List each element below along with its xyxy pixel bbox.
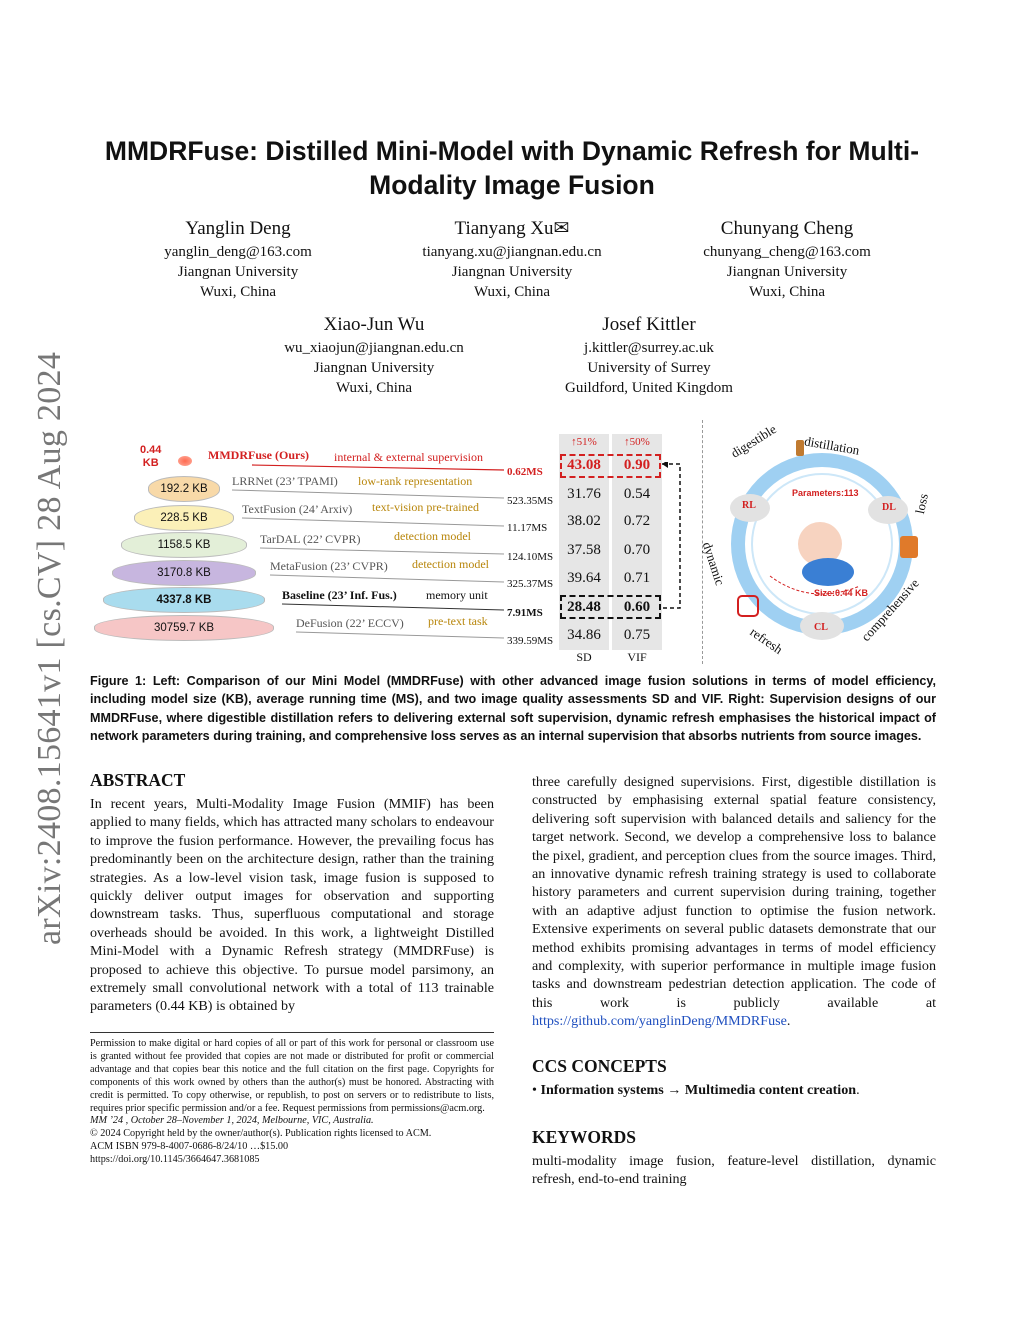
runtime: 339.59MS xyxy=(507,635,554,647)
runtime: 124.10MS xyxy=(507,551,554,563)
model-note: pre-text task xyxy=(428,614,488,628)
author-affiliation: Jiangnan University xyxy=(313,360,435,376)
runtime-baseline: 7.91MS xyxy=(507,607,543,619)
footnote-rule xyxy=(90,1032,494,1033)
sd-value: 38.02 xyxy=(567,513,601,529)
ccs-item-main: Information systems → Multimedia content creation xyxy=(540,1082,857,1098)
size-label: Size:0.44 KB xyxy=(814,588,869,598)
cl-label: CL xyxy=(814,622,828,633)
vif-gain: ↑50% xyxy=(624,436,650,448)
connector-line xyxy=(282,604,504,610)
sd-value: 31.76 xyxy=(567,486,601,502)
link-end: . xyxy=(786,1013,791,1030)
abstract-text-left: In recent years, Multi-Modality Image Fusion (MMIF) has been applied to many fields, which has attracted many scholars to endeavour to improve the fusion performance. However, the prevailing focus has predominantly been on the architecture design, rather than the training strategies. As a low-level vision task, image fusion is supposed to quickly deliver output images for observation and supporting downstream tasks. Thus, superfluous computational and storage overheads should be avoided. In this work, a lightweight Distilled Mini-Model with a Dynamic Refresh strategy (MMDRFuse) is proposed to achieve this objective. To pursue model parsimony, an extremely small convolutional network with a total of 113 trainable parameters (0.44 KB) is obtained by xyxy=(90,796,494,1015)
sd-gain: ↑51% xyxy=(571,436,597,448)
runtime-ours: 0.62MS xyxy=(507,466,543,478)
params-label: Parameters:113 xyxy=(792,488,859,498)
model-note: detection model xyxy=(394,529,471,543)
vif-value: 0.54 xyxy=(623,486,651,502)
comparison-arrow xyxy=(660,462,686,612)
sd-value: 37.58 xyxy=(567,542,601,558)
connector-line xyxy=(260,548,504,554)
author-email[interactable]: j.kittler@surrey.ac.uk xyxy=(584,340,714,356)
model-note: detection model xyxy=(412,557,489,571)
top-size-label xyxy=(140,444,161,470)
digestible-label: digestible xyxy=(728,421,779,461)
model-name: LRRNet (23’ TPAMI) xyxy=(232,474,338,488)
author-location: Wuxi, China xyxy=(473,284,551,300)
author-affiliation: University of Surrey xyxy=(587,360,711,376)
isbn-text: ACM ISBN 979-8-4007-0686-8/24/10 …$15.00 xyxy=(90,1141,289,1153)
author-location: Guildford, United Kingdom xyxy=(565,380,733,396)
loss-stack-icon xyxy=(900,536,918,558)
figure-caption: Figure 1: Left: Comparison of our Mini Model (MMDRFuse) with other advanced image fusion solutions in terms of model efficiency, including model size (KB), average running time (MS), and two image quality assessments SD and VIF. Right: Supervision designs of our MMDRFuse, where digestible distillation refers to delivering external soft supervision, dynamic refresh emphasises the historical impact of network parameters during training, and comprehensive loss serves as an internal supervision that absorbs nutrients from source images. xyxy=(90,674,936,744)
paper-title: MMDRFuse: Distilled Mini-Model with Dynamic Refresh for Multi-Modality Image Fusion xyxy=(104,136,920,200)
model-note: text-vision pre-trained xyxy=(372,500,479,514)
keywords-heading: KEYWORDS xyxy=(532,1127,637,1147)
author-block xyxy=(382,216,642,302)
author-name: Xiao-Jun Wu xyxy=(323,314,425,335)
code-link[interactable]: https://github.com/yanglinDeng/MMDRFuse xyxy=(532,1013,787,1030)
author-name: Yanglin Deng xyxy=(185,218,291,239)
copyright-text: © 2024 Copyright held by the owner/author(s). Publication rights licensed to ACM. xyxy=(90,1128,432,1140)
author-block xyxy=(108,216,368,302)
author-block xyxy=(519,312,779,398)
sd-value: 34.86 xyxy=(567,627,601,643)
author-block xyxy=(657,216,917,302)
connector-line xyxy=(296,632,504,638)
sd-value-ours: 43.08 xyxy=(567,457,601,473)
rl-label: RL xyxy=(742,500,756,511)
model-name: DeFusion (22’ ECCV) xyxy=(296,616,404,630)
vif-value: 0.70 xyxy=(623,542,651,558)
keywords-text: multi-modality image fusion, feature-level distillation, dynamic refresh, end-to-end training xyxy=(532,1153,936,1188)
vif-value-ours: 0.90 xyxy=(623,457,651,473)
vif-value: 0.71 xyxy=(623,570,651,586)
dynamic-label: dynamic xyxy=(699,540,728,588)
layer-metafusion: 3170.8 KB xyxy=(112,560,256,586)
ccs-item xyxy=(532,1081,936,1099)
loss-label: loss xyxy=(912,492,931,516)
model-note-ours: internal & external supervision xyxy=(334,450,483,464)
refresh-label: refresh xyxy=(747,624,786,657)
abstract-text-right: three carefully designed supervisions. First, digestible distillation is constructed by emphasising external spatial feature consistency, delivering soft supervision with balanced details and saliency for the target network. Second, we develop a comprehensive loss to balance the pixel, gradient, and perception clues from the source images. Third, an innovative dynamic refresh training strategy is used to collaborate history parameters and current supervision during training, together with an adaptive adjust function to optimise the fusion network. Extensive experiments on several public datasets demonstrate that our method exhibits promising advantages in terms of model efficiency and complexity, with superior performance in multiple image fusion tasks and downstream pedestrian detection application. The code of this work is publicly available at xyxy=(532,774,936,1011)
author-affiliation: Jiangnan University xyxy=(451,264,573,280)
model-note: low-rank representation xyxy=(358,474,473,488)
top-dot-icon xyxy=(178,456,192,466)
layer-tardal: 1158.5 KB xyxy=(121,532,247,558)
connector-line xyxy=(252,465,504,470)
author-block xyxy=(244,312,504,398)
author-name: Tianyang Xu✉ xyxy=(454,218,570,239)
ccs-item-end: . xyxy=(856,1082,860,1098)
model-name-baseline: Baseline (23’ Inf. Fus.) xyxy=(282,588,397,602)
author-email[interactable]: wu_xiaojun@jiangnan.edu.cn xyxy=(284,340,464,356)
author-email[interactable]: tianyang.xu@jiangnan.edu.cn xyxy=(422,244,602,260)
author-name: Chunyang Cheng xyxy=(720,218,854,239)
dl-label: DL xyxy=(882,502,896,513)
model-name: TarDAL (22’ CVPR) xyxy=(260,532,361,546)
abstract-text-right-block xyxy=(532,773,936,1031)
model-note: memory unit xyxy=(426,588,488,602)
vif-axis-label: VIF xyxy=(627,650,647,664)
ccs-bullet: • xyxy=(532,1082,537,1098)
connector-line xyxy=(270,575,504,582)
author-location: Wuxi, China xyxy=(748,284,826,300)
figure-1 xyxy=(92,418,942,668)
doi-text[interactable]: https://doi.org/10.1145/3664647.3681085 xyxy=(90,1154,260,1166)
model-name: TextFusion (24’ Arxiv) xyxy=(242,502,353,516)
ccs-heading: CCS CONCEPTS xyxy=(532,1056,667,1076)
layer-defusion: 30759.7 KB xyxy=(94,615,274,641)
runtime: 11.17MS xyxy=(507,522,548,534)
layer-baseline: 4337.8 KB xyxy=(103,587,265,613)
vif-value: 0.75 xyxy=(623,627,651,643)
model-name: MetaFusion (23’ CVPR) xyxy=(270,559,388,573)
sd-value-baseline: 28.48 xyxy=(567,599,601,615)
figure-divider xyxy=(702,420,703,664)
top-size-unit: KB xyxy=(142,457,159,469)
author-affiliation: Jiangnan University xyxy=(177,264,299,280)
connector-line xyxy=(242,518,504,526)
author-location: Wuxi, China xyxy=(335,380,413,396)
arxiv-side-stamp: arXiv:2408.15641v1 [cs.CV] 28 Aug 2024 xyxy=(31,351,68,945)
baby-body-icon xyxy=(802,558,854,586)
distillation-label: distillation xyxy=(803,433,861,458)
sd-axis-label: SD xyxy=(576,650,592,664)
vif-value-baseline: 0.60 xyxy=(623,599,651,615)
author-affiliation: Jiangnan University xyxy=(726,264,848,280)
author-email[interactable]: yanglin_deng@163.com xyxy=(164,244,312,260)
vif-value: 0.72 xyxy=(623,513,651,529)
abstract-heading: ABSTRACT xyxy=(90,770,186,790)
venue-text: MM ’24 , October 28–November 1, 2024, Melbourne, VIC, Australia. xyxy=(90,1115,374,1127)
permission-text: Permission to make digital or hard copies of all or part of this work for personal or classroom use is granted without fee provided that copies are not made or distributed for profit or commercial advantage and that copies bear this notice and the full citation on the first page. Copyrights for components of this work owned by others than the author(s) must be honored. Abstracting with credit is permitted. To copy otherwise, or republish, to post on servers or to redistribute to lists, requires prior specific permission and/or a fee. Request permissions from permissions@acm.org. xyxy=(90,1038,494,1114)
author-email[interactable]: chunyang_cheng@163.com xyxy=(703,244,871,260)
author-location: Wuxi, China xyxy=(199,284,277,300)
connector-line xyxy=(232,490,504,498)
layer-lrrnet: 192.2 KB xyxy=(148,476,220,502)
layer-textfusion: 228.5 KB xyxy=(134,505,234,531)
connector-lines xyxy=(192,458,508,648)
top-size-value: 0.44 xyxy=(140,444,162,456)
model-name-ours: MMDRFuse (Ours) xyxy=(208,448,309,462)
comprehensive-label: comprehensive xyxy=(858,575,922,645)
footnote xyxy=(90,1038,494,1167)
runtime: 325.37MS xyxy=(507,578,554,590)
author-name: Josef Kittler xyxy=(602,314,696,335)
sd-value: 39.64 xyxy=(567,570,601,586)
runtime: 523.35MS xyxy=(507,495,554,507)
